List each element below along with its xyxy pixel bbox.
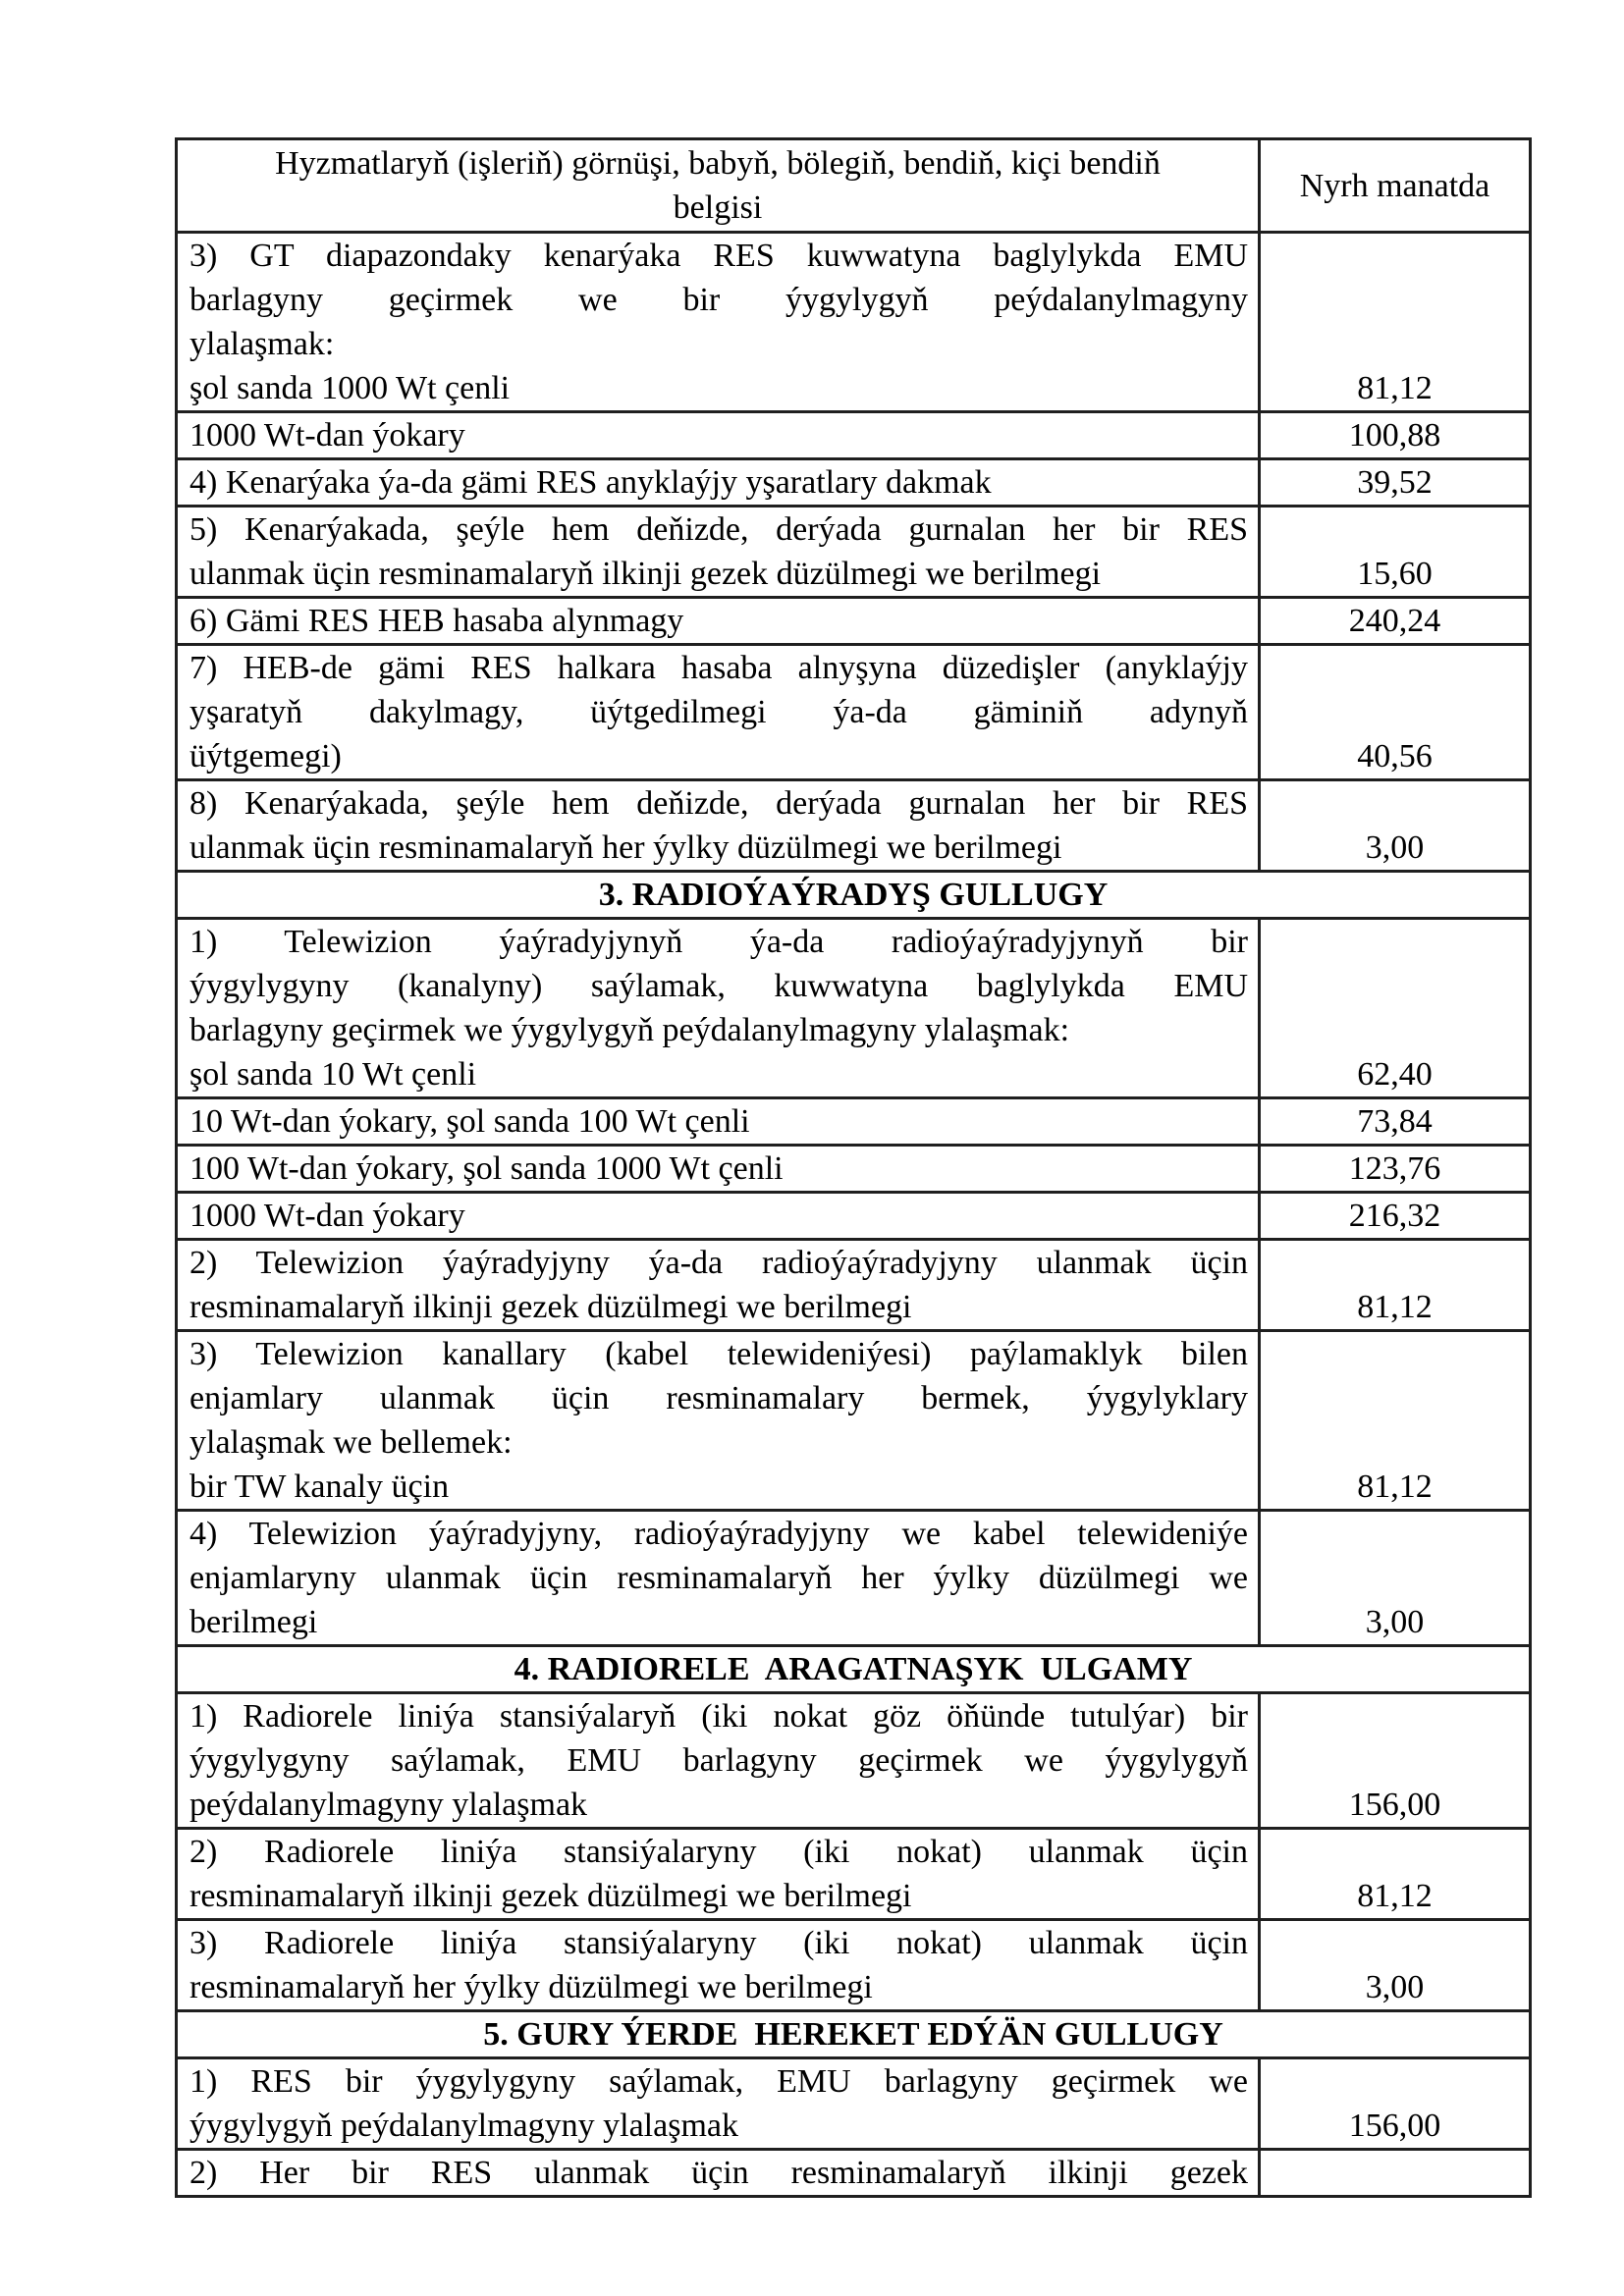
service-description-cell bbox=[177, 1146, 1260, 1193]
service-description-line: 1) Radiorele liniýa stansiýalaryň (iki nokat göz öňünde tutulýar) bir bbox=[189, 1698, 1248, 1735]
price-cell: 39,52 bbox=[1260, 459, 1531, 507]
price-cell: 123,76 bbox=[1260, 1146, 1531, 1193]
service-description-line: resminamalaryň her ýylky düzülmegi we berilmegi bbox=[189, 1969, 873, 2005]
table-row bbox=[177, 2150, 1531, 2197]
service-description-cell bbox=[177, 1240, 1260, 1331]
service-description-line: 2) Her bir RES ulanmak üçin resminamalaryň ilkinji gezek bbox=[189, 2155, 1248, 2191]
price-cell: 40,56 bbox=[1260, 645, 1531, 780]
service-description-line: 5) Kenarýakada, şeýle hem deňizde, derýada gurnalan her bir RES bbox=[189, 511, 1248, 548]
service-description-line: bir TW kanaly üçin bbox=[189, 1468, 450, 1505]
table-row bbox=[177, 1511, 1531, 1646]
service-description-cell bbox=[177, 919, 1260, 1098]
service-description-cell bbox=[177, 233, 1260, 412]
section-header-row bbox=[177, 1646, 1531, 1693]
service-description-line: ulanmak üçin resminamalaryň her ýylky düzülmegi we berilmegi bbox=[189, 829, 1062, 866]
service-description-line: 1) Telewizion ýaýradyjynyň ýa-da radioýaýradyjynyň bir bbox=[189, 924, 1248, 960]
table-row bbox=[177, 919, 1531, 1098]
service-description-line: yşaratyň dakylmagy, üýtgedilmegi ýa-da gäminiň adynyň bbox=[189, 694, 1248, 730]
service-description-cell bbox=[177, 412, 1260, 459]
service-description-cell bbox=[177, 598, 1260, 645]
table-row bbox=[177, 1240, 1531, 1331]
price-cell: 100,88 bbox=[1260, 412, 1531, 459]
price-cell: 156,00 bbox=[1260, 2058, 1531, 2150]
service-description-line: resminamalaryň ilkinji gezek düzülmegi we berilmegi bbox=[189, 1289, 912, 1325]
price-cell: 3,00 bbox=[1260, 780, 1531, 872]
table-row bbox=[177, 1146, 1531, 1193]
service-description-line: ýygylygyň peýdalanylmagyny ylalaşmak bbox=[189, 2108, 738, 2144]
service-description-line: 3) Telewizion kanallary (kabel telewideniýesi) paýlamaklyk bilen bbox=[189, 1336, 1248, 1372]
service-description-line: enjamlaryny ulanmak üçin resminamalaryň her ýylky düzülmegi we bbox=[189, 1560, 1248, 1596]
price-cell: 3,00 bbox=[1260, 1511, 1531, 1646]
service-description-line: 7) HEB-de gämi RES halkara hasaba alnyşyna düzedişler (anyklaýjy bbox=[189, 650, 1248, 686]
service-description-line: 10 Wt-dan ýokary, şol sanda 100 Wt çenli bbox=[189, 1103, 750, 1140]
service-description-line: ylalaşmak we bellemek: bbox=[189, 1424, 513, 1461]
price-cell: 15,60 bbox=[1260, 507, 1531, 598]
price-cell: 81,12 bbox=[1260, 1829, 1531, 1920]
section-title: 3. RADIOÝAÝRADYŞ GULLUGY bbox=[177, 872, 1531, 919]
price-cell: 81,12 bbox=[1260, 1240, 1531, 1331]
service-description-line: 100 Wt-dan ýokary, şol sanda 1000 Wt çenli bbox=[189, 1150, 784, 1187]
table-row bbox=[177, 1098, 1531, 1146]
section-title: 5. GURY ÝERDE HEREKET EDÝÄN GULLUGY bbox=[177, 2011, 1531, 2058]
service-description-cell bbox=[177, 1098, 1260, 1146]
service-description-line: barlagyny geçirmek we ýygylygyň peýdalanylmagyny ylalaşmak: bbox=[189, 1012, 1070, 1048]
price-cell: 81,12 bbox=[1260, 1331, 1531, 1511]
price-cell: 3,00 bbox=[1260, 1920, 1531, 2011]
table-row bbox=[177, 233, 1531, 412]
service-description-line: berilmegi bbox=[189, 1604, 318, 1640]
table-row bbox=[177, 1693, 1531, 1829]
service-description-line: 1000 Wt-dan ýokary bbox=[189, 1198, 465, 1234]
service-description-line: 2) Radiorele liniýa stansiýalaryny (iki nokat) ulanmak üçin bbox=[189, 1834, 1248, 1870]
service-description-line: 3) Radiorele liniýa stansiýalaryny (iki nokat) ulanmak üçin bbox=[189, 1925, 1248, 1961]
table-row bbox=[177, 780, 1531, 872]
service-description-line: 4) Telewizion ýaýradyjyny, radioýaýradyjyny we kabel telewideniýe bbox=[189, 1516, 1248, 1552]
price-cell: 81,12 bbox=[1260, 233, 1531, 412]
price-cell bbox=[1260, 2150, 1531, 2197]
service-description-cell bbox=[177, 2150, 1260, 2197]
service-description-line: enjamlary ulanmak üçin resminamalary bermek, ýygylyklary bbox=[189, 1380, 1248, 1416]
header-title-line: Hyzmatlaryň (işleriň) görnüşi, babyň, bölegiň, bendiň, kiçi bendiň bbox=[275, 145, 1161, 182]
table-row bbox=[177, 2058, 1531, 2150]
section-title: 4. RADIORELE ARAGATNAŞYK ULGAMY bbox=[177, 1646, 1531, 1693]
table-row bbox=[177, 598, 1531, 645]
service-description-line: 1000 Wt-dan ýokary bbox=[189, 417, 465, 454]
section-header-row bbox=[177, 2011, 1531, 2058]
service-description-cell bbox=[177, 1193, 1260, 1240]
header-title-line: belgisi bbox=[673, 189, 763, 226]
tariff-table-header bbox=[177, 139, 1531, 233]
service-description-line: şol sanda 10 Wt çenli bbox=[189, 1056, 477, 1093]
table-row bbox=[177, 507, 1531, 598]
price-cell: 73,84 bbox=[1260, 1098, 1531, 1146]
price-cell: 62,40 bbox=[1260, 919, 1531, 1098]
tariff-table-body bbox=[177, 233, 1531, 2197]
service-description-line: 4) Kenarýaka ýa-da gämi RES anyklaýjy yşaratlary dakmak bbox=[189, 464, 992, 501]
service-description-cell bbox=[177, 1511, 1260, 1646]
service-description-cell bbox=[177, 1920, 1260, 2011]
price-cell: 156,00 bbox=[1260, 1693, 1531, 1829]
service-description-line: ylalaşmak: bbox=[189, 326, 335, 362]
service-description-cell bbox=[177, 459, 1260, 507]
service-description-line: barlagyny geçirmek we bir ýygylygyň peýdalanylmagyny bbox=[189, 282, 1248, 318]
table-row bbox=[177, 1331, 1531, 1511]
service-description-line: 1) RES bir ýygylygyny saýlamak, EMU barlagyny geçirmek we bbox=[189, 2063, 1248, 2100]
service-description-line: ýygylygyny saýlamak, EMU barlagyny geçirmek we ýygylygyň bbox=[189, 1742, 1248, 1779]
table-row bbox=[177, 1829, 1531, 1920]
table-row bbox=[177, 412, 1531, 459]
service-description-line: şol sanda 1000 Wt çenli bbox=[189, 370, 511, 406]
service-description-cell bbox=[177, 645, 1260, 780]
service-description-line: 2) Telewizion ýaýradyjyny ýa-da radioýaýradyjyny ulanmak üçin bbox=[189, 1245, 1248, 1281]
table-row bbox=[177, 1920, 1531, 2011]
header-price-cell: Nyrh manatda bbox=[1260, 139, 1531, 233]
price-cell: 216,32 bbox=[1260, 1193, 1531, 1240]
service-description-cell bbox=[177, 507, 1260, 598]
service-description-line: 8) Kenarýakada, şeýle hem deňizde, derýada gurnalan her bir RES bbox=[189, 785, 1248, 822]
header-services-cell bbox=[177, 139, 1260, 233]
service-description-line: peýdalanylmagyny ylalaşmak bbox=[189, 1787, 588, 1823]
service-description-cell bbox=[177, 1331, 1260, 1511]
table-row bbox=[177, 1193, 1531, 1240]
table-row bbox=[177, 645, 1531, 780]
service-description-line: ulanmak üçin resminamalaryň ilkinji gezek düzülmegi we berilmegi bbox=[189, 556, 1102, 592]
service-description-line: üýtgemegi) bbox=[189, 738, 342, 774]
header-row bbox=[177, 139, 1531, 233]
tariff-table bbox=[175, 137, 1532, 2198]
service-description-cell bbox=[177, 780, 1260, 872]
service-description-cell bbox=[177, 1829, 1260, 1920]
section-header-row bbox=[177, 872, 1531, 919]
service-description-line: 6) Gämi RES HEB hasaba alynmagy bbox=[189, 603, 684, 639]
price-cell: 240,24 bbox=[1260, 598, 1531, 645]
service-description-line: 3) GT diapazondaky kenarýaka RES kuwwatyna baglylykda EMU bbox=[189, 238, 1248, 274]
service-description-line: ýygylygyny (kanalyny) saýlamak, kuwwatyna baglylykda EMU bbox=[189, 968, 1248, 1004]
table-row bbox=[177, 459, 1531, 507]
service-description-line: resminamalaryň ilkinji gezek düzülmegi we berilmegi bbox=[189, 1878, 912, 1914]
service-description-cell bbox=[177, 1693, 1260, 1829]
service-description-cell bbox=[177, 2058, 1260, 2150]
